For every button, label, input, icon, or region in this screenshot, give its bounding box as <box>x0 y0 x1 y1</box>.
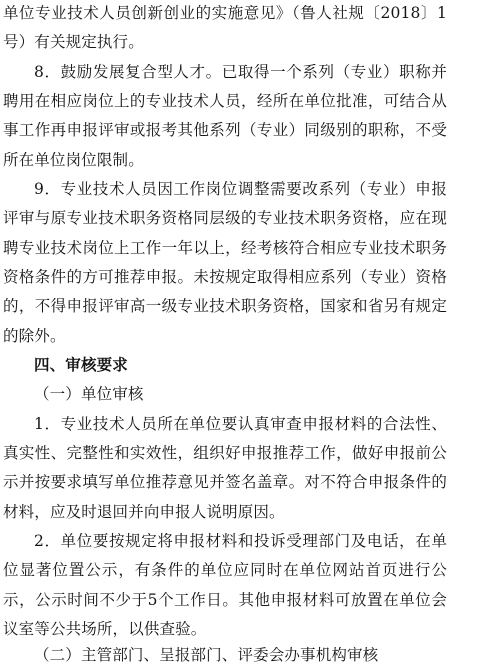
text-line-15: 1．专业技术人员所在单位要认真审查申报材料的合法性、 <box>34 415 447 433</box>
text-line-1: 单位专业技术人员创新创业的实施意见》（鲁人社规〔2018〕1 <box>3 4 447 22</box>
subsection-heading-2: （二）主管部门、呈报部门、评委会办事机构审核 <box>34 646 379 664</box>
text-line-18: 材料，应及时退回并向申报人说明原因。 <box>3 503 285 521</box>
text-line-2: 号）有关规定执行。 <box>3 33 144 51</box>
text-line-9: 聘专业技术岗位上工作一年以上，经考核符合相应专业技术职务 <box>3 239 447 257</box>
text-line-5: 事工作再申报评审或报考其他系列（专业）同级别的职称，不受 <box>3 121 447 139</box>
text-line-8: 评审与原专业技术职务资格同层级的专业技术职务资格，应在现 <box>3 209 447 227</box>
subsection-heading-1: （一）单位审核 <box>34 385 144 403</box>
text-line-10: 资格条件的方可推荐申报。未按规定取得相应系列（专业）资格 <box>3 268 447 286</box>
text-line-16: 真实性、完整性和实效性，组织好申报推荐工作，做好申报前公 <box>3 444 447 462</box>
text-line-3: 8．鼓励发展复合型人才。已取得一个系列（专业）职称并 <box>34 63 447 81</box>
text-line-12: 的除外。 <box>3 327 66 345</box>
text-line-7: 9．专业技术人员因工作岗位调整需要改系列（专业）申报 <box>34 180 447 198</box>
text-line-21: 示，公示时间不少于5个工作日。其他申报材料可放置在单位会 <box>3 591 447 609</box>
text-line-19: 2．单位要按规定将申报材料和投诉受理部门及电话，在单 <box>34 532 447 550</box>
text-line-6: 所在单位岗位限制。 <box>3 151 144 169</box>
text-line-17: 示并按要求填写单位推荐意见并签名盖章。对不符合申报条件的 <box>3 473 447 491</box>
text-line-11: 的，不得申报评审高一级专业技术职务资格，国家和省另有规定 <box>3 297 447 315</box>
text-line-22: 议室等公共场所，以供查验。 <box>3 620 207 638</box>
section-heading: 四、审核要求 <box>34 355 128 374</box>
text-line-20: 位显著位置公示，有条件的单位应同时在单位网站首页进行公 <box>3 561 447 579</box>
text-line-4: 聘用在相应岗位上的专业技术人员，经所在单位批准，可结合从 <box>3 92 447 110</box>
